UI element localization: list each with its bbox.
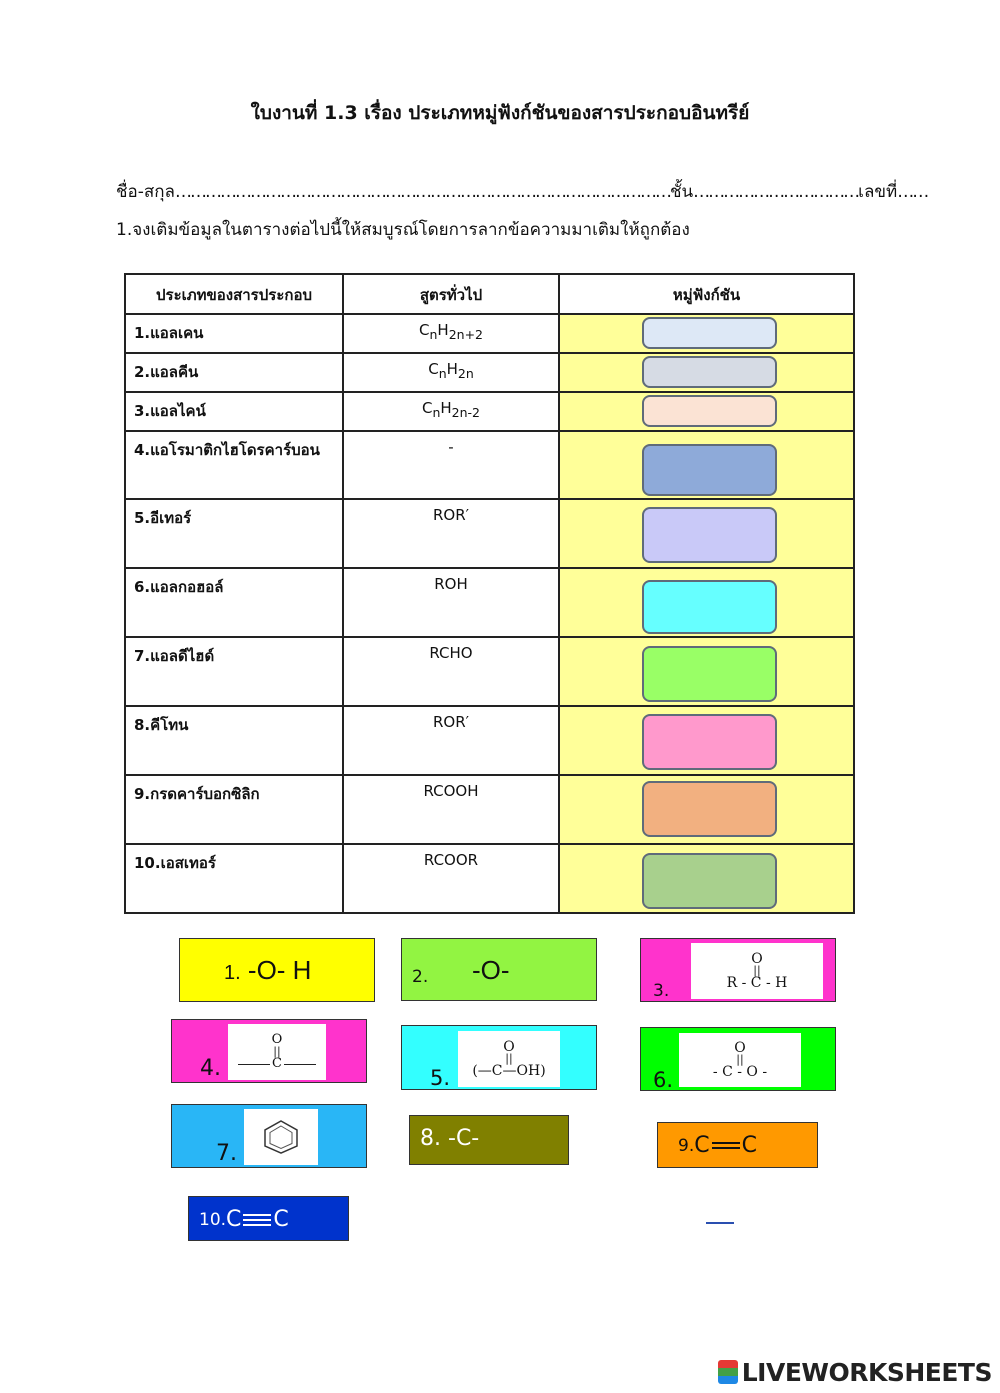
answer-drop-zone[interactable] (642, 395, 777, 427)
compound-name: 4.แอโรมาติกไฮโดรคาร์บอน (125, 431, 343, 499)
card-number: 3. (653, 981, 670, 1001)
structure-oxygen: O (271, 1032, 283, 1047)
answer-card-5[interactable] (401, 1025, 597, 1090)
structure-oxygen: O (503, 1039, 515, 1055)
formula-sub-h: 2n-2 (451, 405, 481, 420)
compound-name: 1.แอลเคน (125, 314, 343, 353)
bond-lines (243, 1211, 271, 1229)
structure-carbon: C (272, 1056, 282, 1071)
table-row (125, 637, 854, 706)
formula-c: C (428, 360, 439, 378)
general-formula (343, 568, 559, 637)
card-number: 2. (412, 967, 429, 987)
answer-cell (559, 499, 854, 568)
class-label: ชั้น (669, 182, 694, 202)
header-compound-type: ประเภทของสารประกอบ (125, 274, 343, 314)
structure-double-bond: || (753, 964, 761, 977)
header-functional-group: หมู่ฟังก์ชัน (559, 274, 854, 314)
answer-drop-zone[interactable] (642, 356, 777, 388)
table-row (125, 431, 854, 499)
answer-card-8[interactable] (409, 1115, 569, 1165)
answer-card-4[interactable] (171, 1019, 367, 1083)
formula-h: H (446, 360, 458, 378)
answer-cell (559, 706, 854, 775)
compound-name: 3.แอลไคน์ (125, 392, 343, 431)
formula-sub-h: 2n+2 (448, 327, 483, 342)
class-dots: …………………………… (693, 182, 859, 202)
card-number: 5. (430, 1066, 451, 1090)
formula-sub-h: 2n (457, 366, 474, 381)
table-row (125, 353, 854, 392)
structure-double-bond: || (736, 1053, 744, 1066)
card-number: 8. (420, 1126, 441, 1151)
card-number: 7. (216, 1141, 237, 1166)
answer-card-6[interactable] (640, 1027, 836, 1091)
structure-chain: R - C - H (726, 975, 788, 991)
structure-oxygen: O (751, 951, 763, 967)
answer-cell (559, 314, 854, 353)
card-number: 6. (653, 1068, 674, 1091)
answer-drop-zone[interactable] (642, 781, 777, 837)
answer-card-3[interactable] (640, 938, 836, 1002)
table-row (125, 392, 854, 431)
card-atom-left: C (694, 1133, 710, 1158)
compound-name: 8.คีโทน (125, 706, 343, 775)
answer-drop-zone[interactable] (642, 646, 777, 702)
card-number: 9. (678, 1135, 695, 1156)
compound-name: 9.กรดคาร์บอกซิลิก (125, 775, 343, 844)
small-line-mark (706, 1222, 734, 1226)
name-label: ชื่อ-สกุล (116, 182, 175, 202)
formula-h: H (440, 399, 452, 417)
answer-cell (559, 353, 854, 392)
answer-card-2[interactable] (401, 938, 597, 1001)
worksheet-title: ใบงานที่ 1.3 เรื่อง ประเภทหมู่ฟังก์ชันของสารประกอบอินทรีย์ (250, 102, 750, 124)
benzene-image (244, 1109, 318, 1165)
card-atom-left: C (226, 1207, 242, 1232)
answer-cell (559, 431, 854, 499)
answer-cell (559, 568, 854, 637)
number-dots: …… (897, 182, 928, 202)
card-label: -O- H (247, 955, 312, 985)
answer-drop-zone[interactable] (642, 444, 777, 496)
general-formula (343, 499, 559, 568)
answer-card-9[interactable] (657, 1122, 818, 1168)
answer-drop-zone[interactable] (642, 853, 777, 909)
formula-sub-n: n (429, 327, 438, 342)
answer-drop-zone[interactable] (642, 580, 777, 634)
answer-cell (559, 392, 854, 431)
compound-name: 5.อีเทอร์ (125, 499, 343, 568)
card-number: 4. (200, 1056, 221, 1081)
general-formula (343, 775, 559, 844)
answer-drop-zone[interactable] (642, 714, 777, 770)
number-label: เลขที่ (858, 182, 898, 202)
table-row (125, 775, 854, 844)
formula-text: ROR′ (432, 506, 470, 524)
table-row (125, 314, 854, 353)
benzene-ring-icon (261, 1119, 301, 1155)
answer-cell (559, 844, 854, 913)
structure-oxygen: O (734, 1040, 746, 1056)
general-formula (343, 637, 559, 706)
answer-card-10[interactable] (188, 1196, 349, 1241)
structure-image (228, 1024, 326, 1080)
formula-text: RCOOH (423, 782, 479, 800)
bond-lines (712, 1139, 740, 1152)
structure-chain: (—C—OH) (472, 1063, 546, 1079)
brand-text: LIVEWORKSHEETS (741, 1358, 992, 1387)
answer-cell (559, 637, 854, 706)
card-label: -O- (472, 955, 510, 985)
table-row (125, 706, 854, 775)
general-formula (343, 844, 559, 913)
compound-name: 7.แอลดีไฮด์ (125, 637, 343, 706)
general-formula (343, 353, 559, 392)
formula-text: RCHO (429, 644, 473, 662)
table-row (125, 499, 854, 568)
structure-image (679, 1033, 801, 1087)
formula-c: C (418, 321, 430, 339)
card-number: 1. (224, 962, 241, 984)
structure-image (691, 943, 823, 999)
answer-drop-zone[interactable] (642, 507, 777, 563)
answer-cell (559, 775, 854, 844)
instruction: 1.จงเติมข้อมูลในตารางต่อไปนี้ให้สมบูรณ์โดยการลากข้อความมาเติมให้ถูกต้อง (116, 220, 690, 240)
structure-image (458, 1031, 560, 1087)
formula-h: H (437, 321, 449, 339)
name-line (116, 178, 927, 205)
card-atom-right: C (741, 1133, 757, 1158)
general-formula (343, 706, 559, 775)
formula-text: ROH (434, 575, 468, 593)
structure-chain: - C - O - (712, 1064, 768, 1080)
structure-chain (238, 1058, 316, 1070)
card-label: -C- (448, 1126, 480, 1151)
formula-text: RCOOR (423, 851, 479, 869)
table-header-row (125, 274, 854, 314)
header-general-formula: สูตรทั่วไป (343, 274, 559, 314)
formula-sub-n: n (438, 366, 447, 381)
table-row (125, 568, 854, 637)
general-formula (343, 392, 559, 431)
formula-text: ROR′ (432, 713, 470, 731)
structure-double-bond: || (505, 1052, 513, 1065)
compound-name: 2.แอลคีน (125, 353, 343, 392)
general-formula (343, 314, 559, 353)
formula-c: C (421, 399, 433, 417)
answer-card-7[interactable] (171, 1104, 367, 1168)
answer-drop-zone[interactable] (642, 317, 777, 349)
brand-badge-icon (718, 1360, 738, 1384)
formula-text: - (448, 438, 454, 456)
compound-name: 6.แอลกอฮอล์ (125, 568, 343, 637)
structure-double-bond: || (273, 1045, 281, 1058)
general-formula (343, 431, 559, 499)
functional-group-table (124, 273, 855, 914)
compound-name: 10.เอสเทอร์ (125, 844, 343, 913)
brand-logo (718, 1358, 992, 1387)
answer-card-1[interactable] (179, 938, 375, 1002)
card-atom-right: C (273, 1207, 289, 1232)
table-row (125, 844, 854, 913)
card-number: 10. (199, 1209, 227, 1230)
name-dots: ……………………………………………………………………………………… (174, 182, 670, 202)
formula-sub-n: n (432, 405, 441, 420)
